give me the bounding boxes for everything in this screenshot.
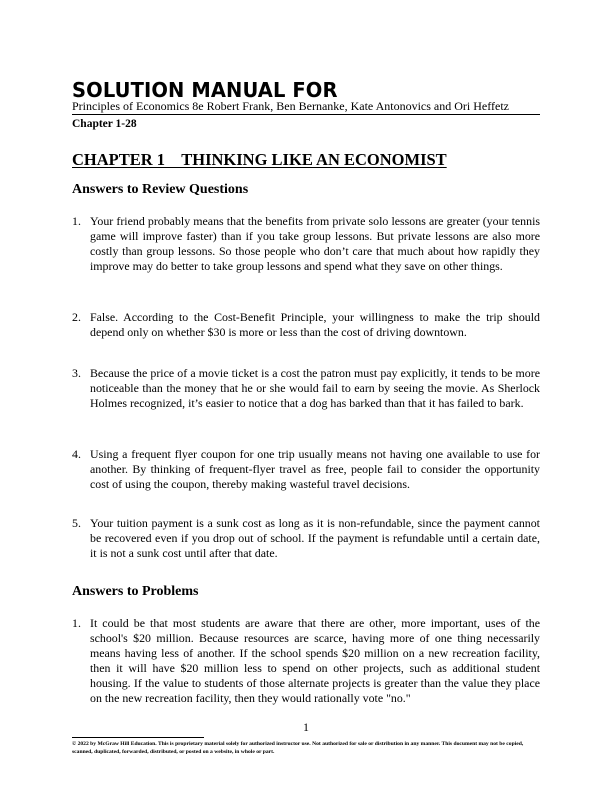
review-answer-2 — [72, 310, 540, 340]
banner-title: SOLUTION MANUAL FOR — [72, 78, 338, 103]
item-text: Your tuition payment is a sunk cost as long as it is non-refundable, since the payment cannot be recovered even if you drop out of school. If the payment is refundable until a certain date, it is not a sunk cost until after that date. — [90, 516, 540, 560]
item-number: 5. — [72, 516, 81, 530]
review-answer-4 — [72, 447, 540, 492]
review-answer-1 — [72, 214, 540, 274]
chapter-range: Chapter 1-28 — [72, 118, 137, 130]
review-questions-heading: Answers to Review Questions — [72, 182, 249, 197]
book-subtitle: Principles of Economics 8e Robert Frank, Ben Bernanke, Kate Antonovics and Ori Heffetz — [72, 99, 509, 113]
review-answer-5 — [72, 516, 540, 561]
problems-heading: Answers to Problems — [72, 584, 199, 599]
item-number: 2. — [72, 310, 81, 324]
item-text: False. According to the Cost-Benefit Principle, your willingness to make the trip should depend only on whether $30 is more or less than the cost of driving downtown. — [90, 310, 540, 339]
item-text: It could be that most students are aware that there are other, more important, uses of the school's $20 million. Because resources are scarce, having more of one thing necessarily means having less of another. If the school spends $20 million on a new recreation facility, then it will have $20 million less to spend on other projects, such as additional student housing. If the value to students of those alternate projects is greater than the value they place on the new recreation facility, then they would rationally vote "no." — [90, 616, 540, 705]
header-rule — [72, 114, 540, 115]
chapter-heading: CHAPTER 1 THINKING LIKE AN ECONOMIST — [72, 150, 447, 169]
review-answer-3 — [72, 366, 540, 411]
problem-answer-1 — [72, 616, 540, 706]
footer-rule — [72, 737, 204, 738]
page-number: 1 — [303, 720, 309, 734]
item-number: 3. — [72, 366, 81, 380]
item-number: 1. — [72, 214, 81, 228]
item-number: 1. — [72, 616, 81, 630]
copyright-footer: © 2022 by McGraw Hill Education. This is proprietary material solely for authorized instructor use. Not authorized for sale or distribution in any manner. This document may not be copied, scanned, duplicated, forwarded, distributed, or posted on a website, in whole or part. — [72, 741, 524, 755]
item-text: Because the price of a movie ticket is a cost the patron must pay explicitly, it tends to be more noticeable than the money that he or she would fail to earn by seeing the movie. As Sherlock Holmes recognized, it’s easier to notice that a dog has barked than that it has failed to bark. — [90, 366, 540, 410]
item-number: 4. — [72, 447, 81, 461]
item-text: Using a frequent flyer coupon for one trip usually means not having one available to use for another. By thinking of frequent-flyer travel as free, people fail to consider the opportunity cost of using the coupon, thereby making wasteful travel decisions. — [90, 447, 540, 491]
item-text: Your friend probably means that the benefits from private solo lessons are greater (your tennis game will improve faster) than if you take group lessons. But private lessons are also more costly than group lessons. So those people who don’t care that much about how rapidly they improve may do better to take group lessons and spend what they save on other things. — [90, 214, 540, 273]
